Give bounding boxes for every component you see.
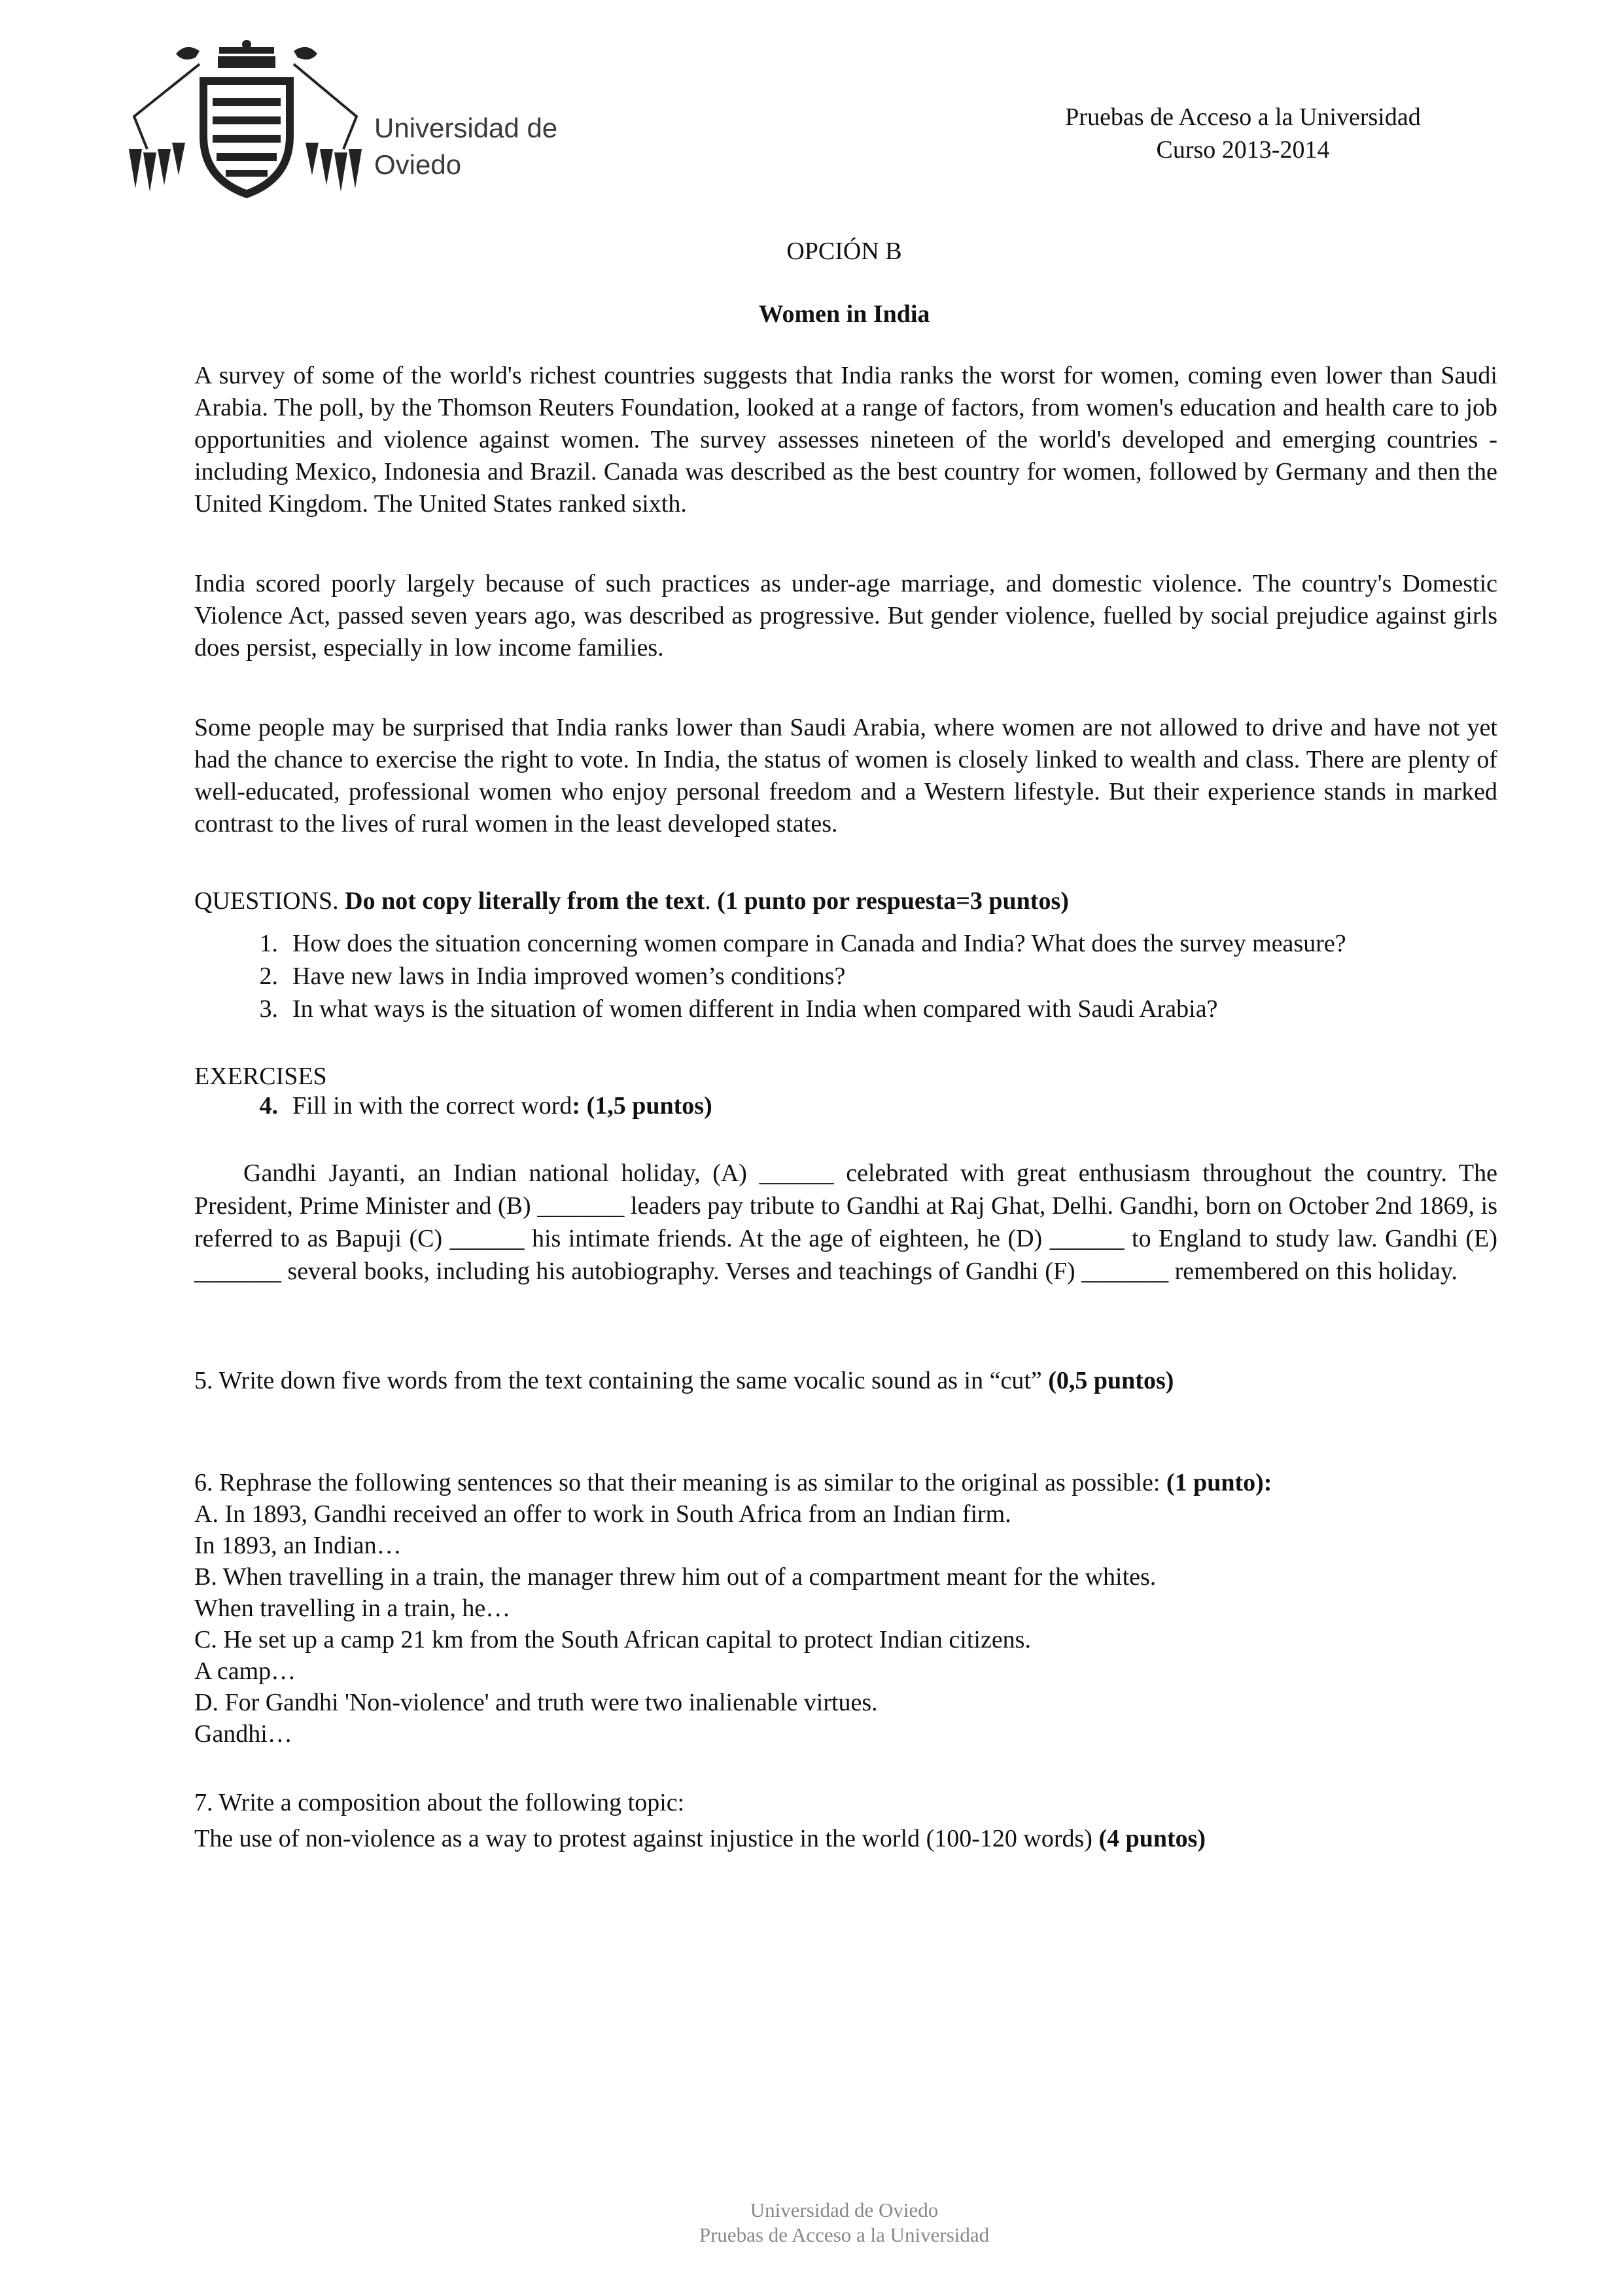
exercise-7-text: 7. Write a composition about the following topic: (194, 1789, 685, 1816)
reading-title: Women in India (758, 300, 930, 328)
logo-name-line1: Universidad de (374, 113, 558, 143)
exercise-6-points: (1 punto): (1166, 1469, 1272, 1496)
exercise-5 (194, 1366, 1174, 1395)
exam-header-line1: Pruebas de Acceso a la Universidad (1065, 103, 1421, 131)
rephrase-line: A camp… (194, 1657, 296, 1685)
exam-header-line2: Curso 2013-2014 (1156, 136, 1330, 164)
questions-label: QUESTIONS. (194, 887, 339, 915)
question-text: How does the situation concerning women compare in Canada and India? What does the survey measure? (292, 930, 1346, 957)
exercise-4-text: Fill in with the correct word (292, 1092, 572, 1120)
question-item (194, 960, 1503, 993)
rephrase-line: A. In 1893, Gandhi received an offer to work in South Africa from an Indian firm. (194, 1500, 1011, 1528)
exam-header (916, 101, 1570, 166)
exercises-heading: EXERCISES (194, 1063, 327, 1090)
university-crest-logo (121, 38, 370, 202)
question-text: In what ways is the situation of women different in India when compared with Saudi Arabia? (292, 995, 1218, 1023)
exercise-5-points: (0,5 puntos) (1048, 1367, 1174, 1394)
paragraph-2: India scored poorly largely because of such practices as under-age marriage, and domestic violence. The country's Domestic Violence Act, passed seven years ago, was described as progressive. But gender violence, fuelled by social prejudice against girls does persist, especially in low income families. (194, 570, 1497, 662)
rephrase-line: C. He set up a camp 21 km from the South African capital to protect Indian citizens. (194, 1626, 1031, 1653)
questions-instruction: Do not copy literally from the text (345, 887, 705, 915)
questions-points: (1 punto por respuesta=3 puntos) (717, 887, 1069, 915)
exercise-4-number: 4. (259, 1092, 278, 1120)
paragraph-3: Some people may be surprised that India ranks lower than Saudi Arabia, where women are not allowed to drive and have not yet had the chance to exercise the right to vote. In India, the status of women is closely linked to wealth and class. There are plenty of well-educated, professional women who enjoy personal freedom and a Western lifestyle. But their experience stands in marked contrast to the lives of rural women in the least developed states. (194, 714, 1497, 838)
rephrase-line: D. For Gandhi 'Non-violence' and truth were two inalienable virtues. (194, 1689, 878, 1716)
question-text: Have new laws in India improved women’s conditions? (292, 963, 846, 990)
question-number: 2. (259, 963, 278, 990)
footer-line2: Pruebas de Acceso a la Universidad (699, 2223, 990, 2246)
exercise-7-topic-line (194, 1824, 1206, 1853)
university-logo-text (374, 110, 557, 183)
question-list (194, 927, 1503, 1025)
exercise-4-heading: 4. Fill in with the correct word: (1,5 puntos) (194, 1091, 712, 1120)
exercise-4-points: (1,5 puntos) (586, 1092, 712, 1120)
paragraph-1: A survey of some of the world's richest countries suggests that India ranks the worst for women, coming even lower than Saudi Arabia. The poll, by the Thomson Reuters Foundation, looked at a range of factors, from women's education and health care to job opportunities and violence against women. The survey assesses nineteen of the world's developed and emerging countries - including Mexico, Indonesia and Brazil. Canada was described as the best country for women, followed by Germany and then the United Kingdom. The United States ranked sixth. (194, 362, 1497, 518)
rephrase-line: In 1893, an Indian… (194, 1532, 402, 1559)
exercise-7-points: (4 puntos) (1098, 1825, 1206, 1852)
questions-heading: QUESTIONS. Do not copy literally from the text. (1 punto por respuesta=3 puntos) (194, 887, 1069, 915)
question-item (194, 993, 1503, 1025)
page-footer (0, 2198, 1623, 2248)
rephrase-line: When travelling in a train, he… (194, 1595, 511, 1622)
rephrase-line: Gandhi… (194, 1720, 292, 1748)
fill-in-paragraph: Gandhi Jayanti, an Indian national holiday, (A) ______ celebrated with great enthusiasm throughout the country. The President, Prime Minister and (B) _______ leaders pay tribute to Gandhi at Raj Ghat, Delhi. Gandhi, born on October 2nd 1869, is referred to as Bapuji (C) ______ his intimate friends. At the age of eighteen, he (D) ______ to England to study law. Gandhi (E) _______ several books, including his autobiography. Verses and teachings of Gandhi (F) _______ remembered on this holiday. (194, 1159, 1497, 1285)
exercise-6-text: 6. Rephrase the following sentences so that their meaning is as similar to the original as possible: (194, 1469, 1161, 1496)
exercise-7-topic: The use of non-violence as a way to protest against injustice in the world (100-120 words) (194, 1825, 1092, 1852)
question-number: 1. (259, 930, 278, 957)
exercise-6 (194, 1467, 1503, 1750)
footer-line1: Universidad de Oviedo (750, 2199, 939, 2221)
logo-name-line2: Oviedo (374, 149, 462, 180)
question-number: 3. (259, 995, 278, 1023)
rephrase-line: B. When travelling in a train, the manager threw him out of a compartment meant for the whites. (194, 1563, 1157, 1591)
option-label: OPCIÓN B (786, 238, 902, 265)
question-item (194, 927, 1503, 960)
exercise-5-text: 5. Write down five words from the text containing the same vocalic sound as in “cut” (194, 1367, 1042, 1394)
